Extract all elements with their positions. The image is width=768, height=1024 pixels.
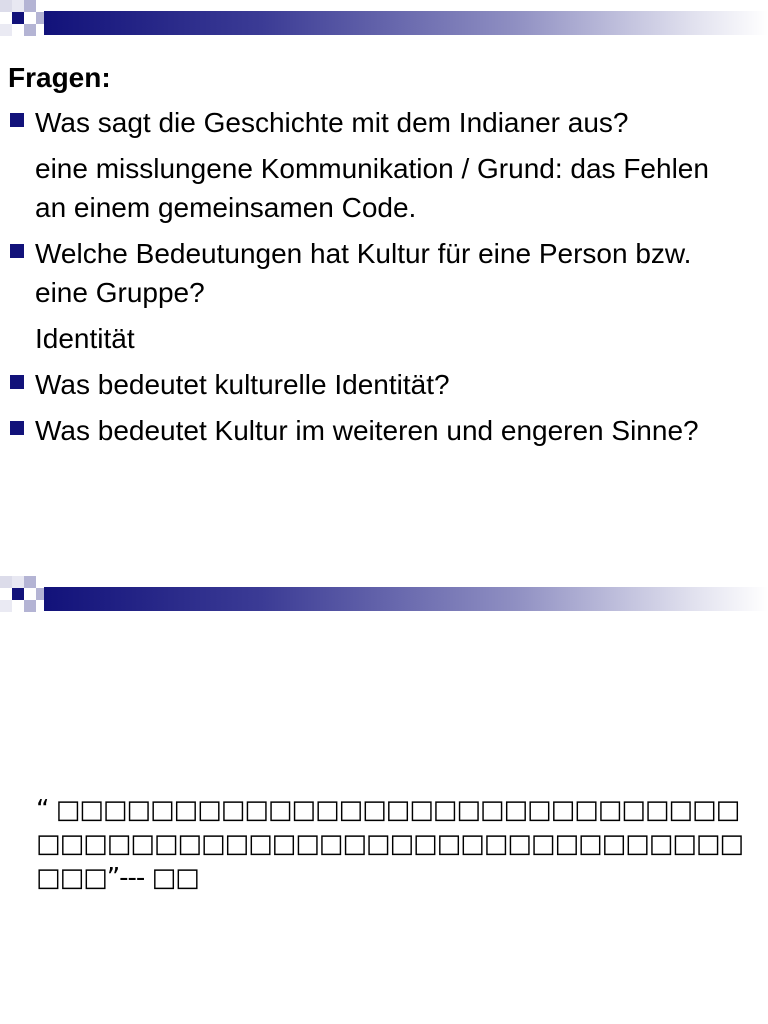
- question-item: [0, 411, 768, 450]
- square-bullet-icon: [10, 244, 24, 258]
- header-square: [12, 588, 24, 600]
- header-gradient-bar: [44, 11, 768, 35]
- question-text: Was bedeutet Kultur im weiteren und engeren Sinne?: [35, 415, 699, 446]
- header-gradient-bar: [44, 587, 768, 611]
- header-square: [0, 576, 12, 588]
- question-text: Welche Bedeutungen hat Kultur für eine Person bzw. eine Gruppe?: [35, 238, 692, 308]
- question-list: [0, 103, 768, 457]
- square-bullet-icon: [10, 421, 24, 435]
- header-square: [12, 12, 24, 24]
- header-square: [0, 0, 12, 12]
- question-text: Was sagt die Geschichte mit dem Indianer aus?: [35, 107, 629, 138]
- header-square: [24, 24, 36, 36]
- square-bullet-icon: [10, 113, 24, 127]
- header-square: [24, 0, 36, 12]
- slide-2: [0, 576, 768, 1024]
- header-band-decoration: [0, 0, 768, 48]
- slide-title: Fragen:: [8, 62, 111, 93]
- quote-text: “ □□□□□□□□□□□□□□□□□□□□□□□□□□□□□□□□□□□□□□□□□□□□□□□□□□□□□□□□□□□□□□”--- □□: [36, 795, 743, 893]
- question-item: [0, 234, 768, 312]
- header-band-decoration: [0, 576, 768, 624]
- answer-text: Identität: [35, 323, 135, 354]
- header-square: [12, 576, 24, 588]
- header-square: [0, 600, 12, 612]
- question-item: [0, 365, 768, 404]
- question-text: Was bedeutet kulturelle Identität?: [35, 369, 450, 400]
- answer-text: eine misslungene Kommunikation / Grund: das Fehlen an einem gemeinsamen Code.: [35, 153, 709, 223]
- question-item: [0, 103, 768, 142]
- square-bullet-icon: [10, 375, 24, 389]
- header-square: [24, 576, 36, 588]
- header-square: [0, 24, 12, 36]
- header-square: [12, 0, 24, 12]
- header-square: [24, 600, 36, 612]
